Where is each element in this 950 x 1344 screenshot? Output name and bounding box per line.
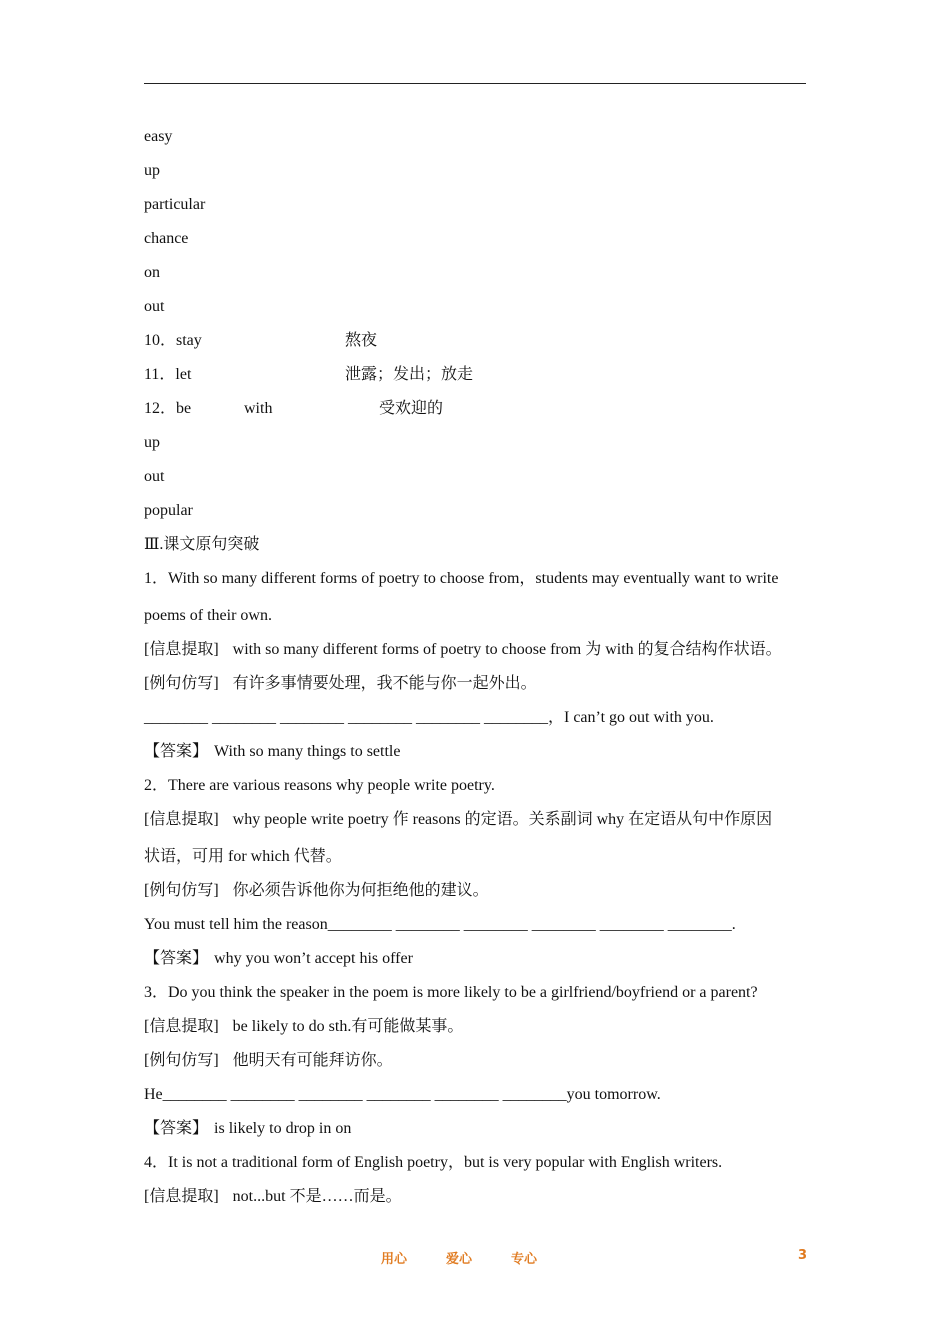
question-4 — [144, 1146, 806, 1180]
phrase-text: 11．let — [144, 366, 192, 383]
question-3 — [144, 976, 806, 1010]
question-2 — [144, 769, 806, 803]
phrase-item-12 — [144, 392, 806, 426]
blank-text: He________ ________ ________ ________ ________ ________you tomorrow. — [144, 1086, 661, 1103]
document-body — [144, 120, 806, 1214]
question-text: 3．Do you think the speaker in the poem is more likely to be a girlfriend/boyfriend or a parent? — [144, 984, 758, 1001]
header-rule — [144, 83, 806, 84]
word-text: out — [144, 298, 165, 315]
question-1 — [144, 562, 806, 599]
example-tag: [例句仿写] — [144, 1052, 219, 1069]
example-text: 有许多事情要处理，我不能与你一起外出。 — [232, 675, 537, 692]
info-line — [144, 1010, 806, 1044]
answer-line — [144, 1112, 806, 1146]
blank-line — [144, 1078, 806, 1112]
word-line — [144, 256, 806, 290]
word-line — [144, 120, 806, 154]
question-text: 2．There are various reasons why people write poetry. — [144, 777, 495, 794]
section-title: Ⅲ.课文原句突破 — [144, 536, 260, 553]
word-text: up — [144, 162, 160, 179]
question-text: 1．With so many different forms of poetry to choose from，students may eventually want to write — [144, 570, 779, 587]
blank-line — [144, 908, 806, 942]
phrase-text: 10．stay — [144, 332, 202, 349]
info-text: why people write poetry 作 reasons 的定语。关系副词 why 在定语从句中作原因 — [232, 811, 773, 828]
page-number: 3 — [798, 1248, 808, 1263]
info-tag: [信息提取] — [144, 1188, 219, 1205]
info-line — [144, 633, 806, 667]
example-line — [144, 667, 806, 701]
phrase-item-11 — [144, 358, 806, 392]
word-line — [144, 222, 806, 256]
example-tag: [例句仿写] — [144, 882, 219, 899]
example-line — [144, 1044, 806, 1078]
word-line — [144, 290, 806, 324]
answer-tag: 【答案】 — [144, 1120, 209, 1137]
info-tag: [信息提取] — [144, 811, 219, 828]
answer-text: why you won’t accept his offer — [214, 950, 413, 967]
info-tag: [信息提取] — [144, 641, 219, 658]
info-text: with so many different forms of poetry to choose from 为 with 的复合结构作状语。 — [232, 641, 782, 658]
question-text: poems of their own. — [144, 607, 272, 624]
footer-word: 爱心 — [446, 1252, 473, 1267]
word-line — [144, 154, 806, 188]
word-text: particular — [144, 196, 206, 213]
info-text: not...but 不是……而是。 — [232, 1188, 402, 1205]
example-tag: [例句仿写] — [144, 675, 219, 692]
phrase-item-10 — [144, 324, 806, 358]
section-heading — [144, 528, 806, 562]
example-line — [144, 874, 806, 908]
question-1-cont — [144, 599, 806, 633]
answer-line — [144, 735, 806, 769]
info-tag: [信息提取] — [144, 1018, 219, 1035]
info-line-cont — [144, 840, 806, 874]
page-footer — [0, 1248, 950, 1268]
word-line — [144, 426, 806, 460]
blank-text: ________ ________ ________ ________ ________ ________，I can’t go out with you. — [144, 709, 714, 726]
answer-tag: 【答案】 — [144, 743, 209, 760]
info-text: be likely to do sth.有可能做某事。 — [232, 1018, 464, 1035]
phrase-meaning: 泄露；发出；放走 — [345, 366, 474, 383]
info-text: 状语，可用 for which 代替。 — [144, 848, 342, 865]
answer-line — [144, 942, 806, 976]
word-line — [144, 460, 806, 494]
blank-text: You must tell him the reason________ ________ ________ ________ ________ ________. — [144, 916, 736, 933]
word-text: up — [144, 434, 160, 451]
word-text: out — [144, 468, 165, 485]
word-text: on — [144, 264, 160, 281]
word-text: chance — [144, 230, 189, 247]
word-line — [144, 188, 806, 222]
word-line — [144, 494, 806, 528]
phrase-meaning: 受欢迎的 — [379, 400, 444, 417]
blank-line — [144, 701, 806, 735]
footer-word: 用心 — [381, 1252, 408, 1267]
phrase-meaning: 熬夜 — [345, 332, 378, 349]
footer-word: 专心 — [511, 1252, 538, 1267]
example-text: 你必须告诉他你为何拒绝他的建议。 — [232, 882, 489, 899]
answer-tag: 【答案】 — [144, 950, 209, 967]
info-line — [144, 803, 806, 840]
word-text: easy — [144, 128, 173, 145]
word-text: popular — [144, 502, 193, 519]
info-line — [144, 1180, 806, 1214]
answer-text: With so many things to settle — [214, 743, 401, 760]
example-text: 他明天有可能拜访你。 — [232, 1052, 393, 1069]
phrase-text-mid: with — [244, 400, 273, 417]
answer-text: is likely to drop in on — [214, 1120, 352, 1137]
question-text: 4．It is not a traditional form of English poetry，but is very popular with English writers. — [144, 1154, 723, 1171]
phrase-text: 12．be — [144, 400, 192, 417]
